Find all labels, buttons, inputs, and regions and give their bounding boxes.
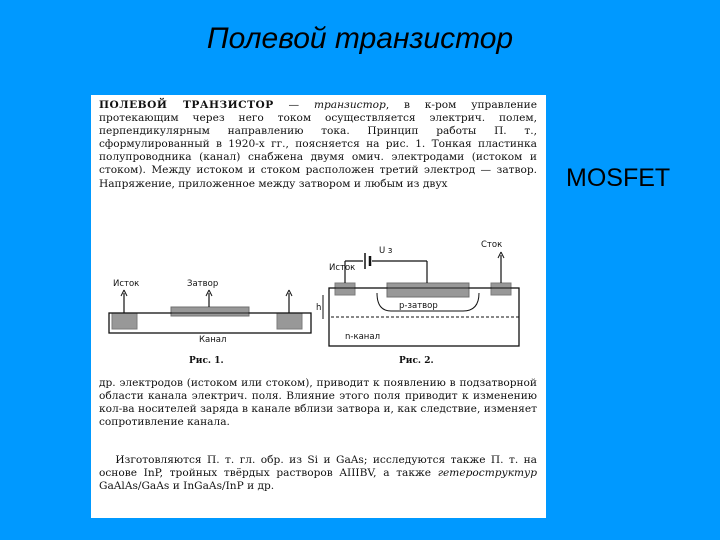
fig2-source-contact — [335, 283, 355, 295]
fig2-voltage-label: U з — [379, 246, 393, 256]
fig2-gate — [387, 283, 469, 297]
dash: — — [273, 99, 314, 111]
fig2-gate-label: p-затвор — [399, 301, 438, 311]
fig1-source-label: Исток — [113, 279, 140, 289]
fig2-caption: Рис. 2. — [399, 356, 434, 366]
fig2-drain-label: Сток — [481, 240, 503, 250]
figure-2 — [316, 240, 521, 366]
scanned-article — [91, 95, 546, 518]
fig1-drain-contact — [277, 313, 302, 329]
transistor-figures — [91, 95, 546, 375]
figure-1 — [109, 279, 311, 366]
slide-title: Полевой транзистор — [206, 22, 514, 55]
fig2-source-label: Исток — [329, 263, 356, 273]
fig2-drain-contact — [491, 283, 511, 295]
fig1-source-contact — [112, 313, 137, 329]
fig1-gate-label: Затвор — [187, 279, 219, 289]
paragraph-1-text: , в к-ром управление протекающим через него током осуществляется электрич. полем, перпендикулярным направлению тока. Принцип работы П. т., сформулированный в 1920-х гг., поясняется на рис. 1. Тонкая пластинка полупроводника (канал) снабжена двумя омич. электродами (истоком и стоком). Между истоком и стоком расположен третий электрод — затвор. Напряжение, приложенное между затвором и любым из двух — [99, 99, 537, 190]
article-paragraph-3 — [99, 454, 537, 493]
paragraph-3-text: Изготовляются П. т. гл. обр. из Si и GaAs; исследуются также П. т. на основе InP, тройных твёрдых растворов AIIIBV, а также — [99, 454, 537, 480]
fig2-h-label: h — [316, 303, 322, 313]
fig1-caption: Рис. 1. — [189, 356, 224, 366]
fig1-gate — [171, 307, 249, 316]
headword: ПОЛЕВОЙ ТРАНЗИСТОР — [99, 99, 274, 111]
article-paragraph-2: др. электродов (истоком или стоком), приводит к появлению в подзатворной области канала электрич. поля. Влияние этого поля приводит к изменению кол-ва носителей заряда в канале вблизи затвора и, как следствие, изменяет сопротивление канала. — [99, 377, 537, 429]
heterostructure-term: гетероструктур — [437, 467, 537, 480]
fig2-channel-label: n-канал — [345, 332, 380, 342]
term-italic: транзистор — [313, 99, 386, 111]
mosfet-label: MOSFET — [566, 164, 671, 192]
fig1-channel-label: Канал — [199, 335, 227, 345]
paragraph-3-tail: GaAlAs/GaAs и InGaAs/InP и др. — [99, 480, 275, 493]
